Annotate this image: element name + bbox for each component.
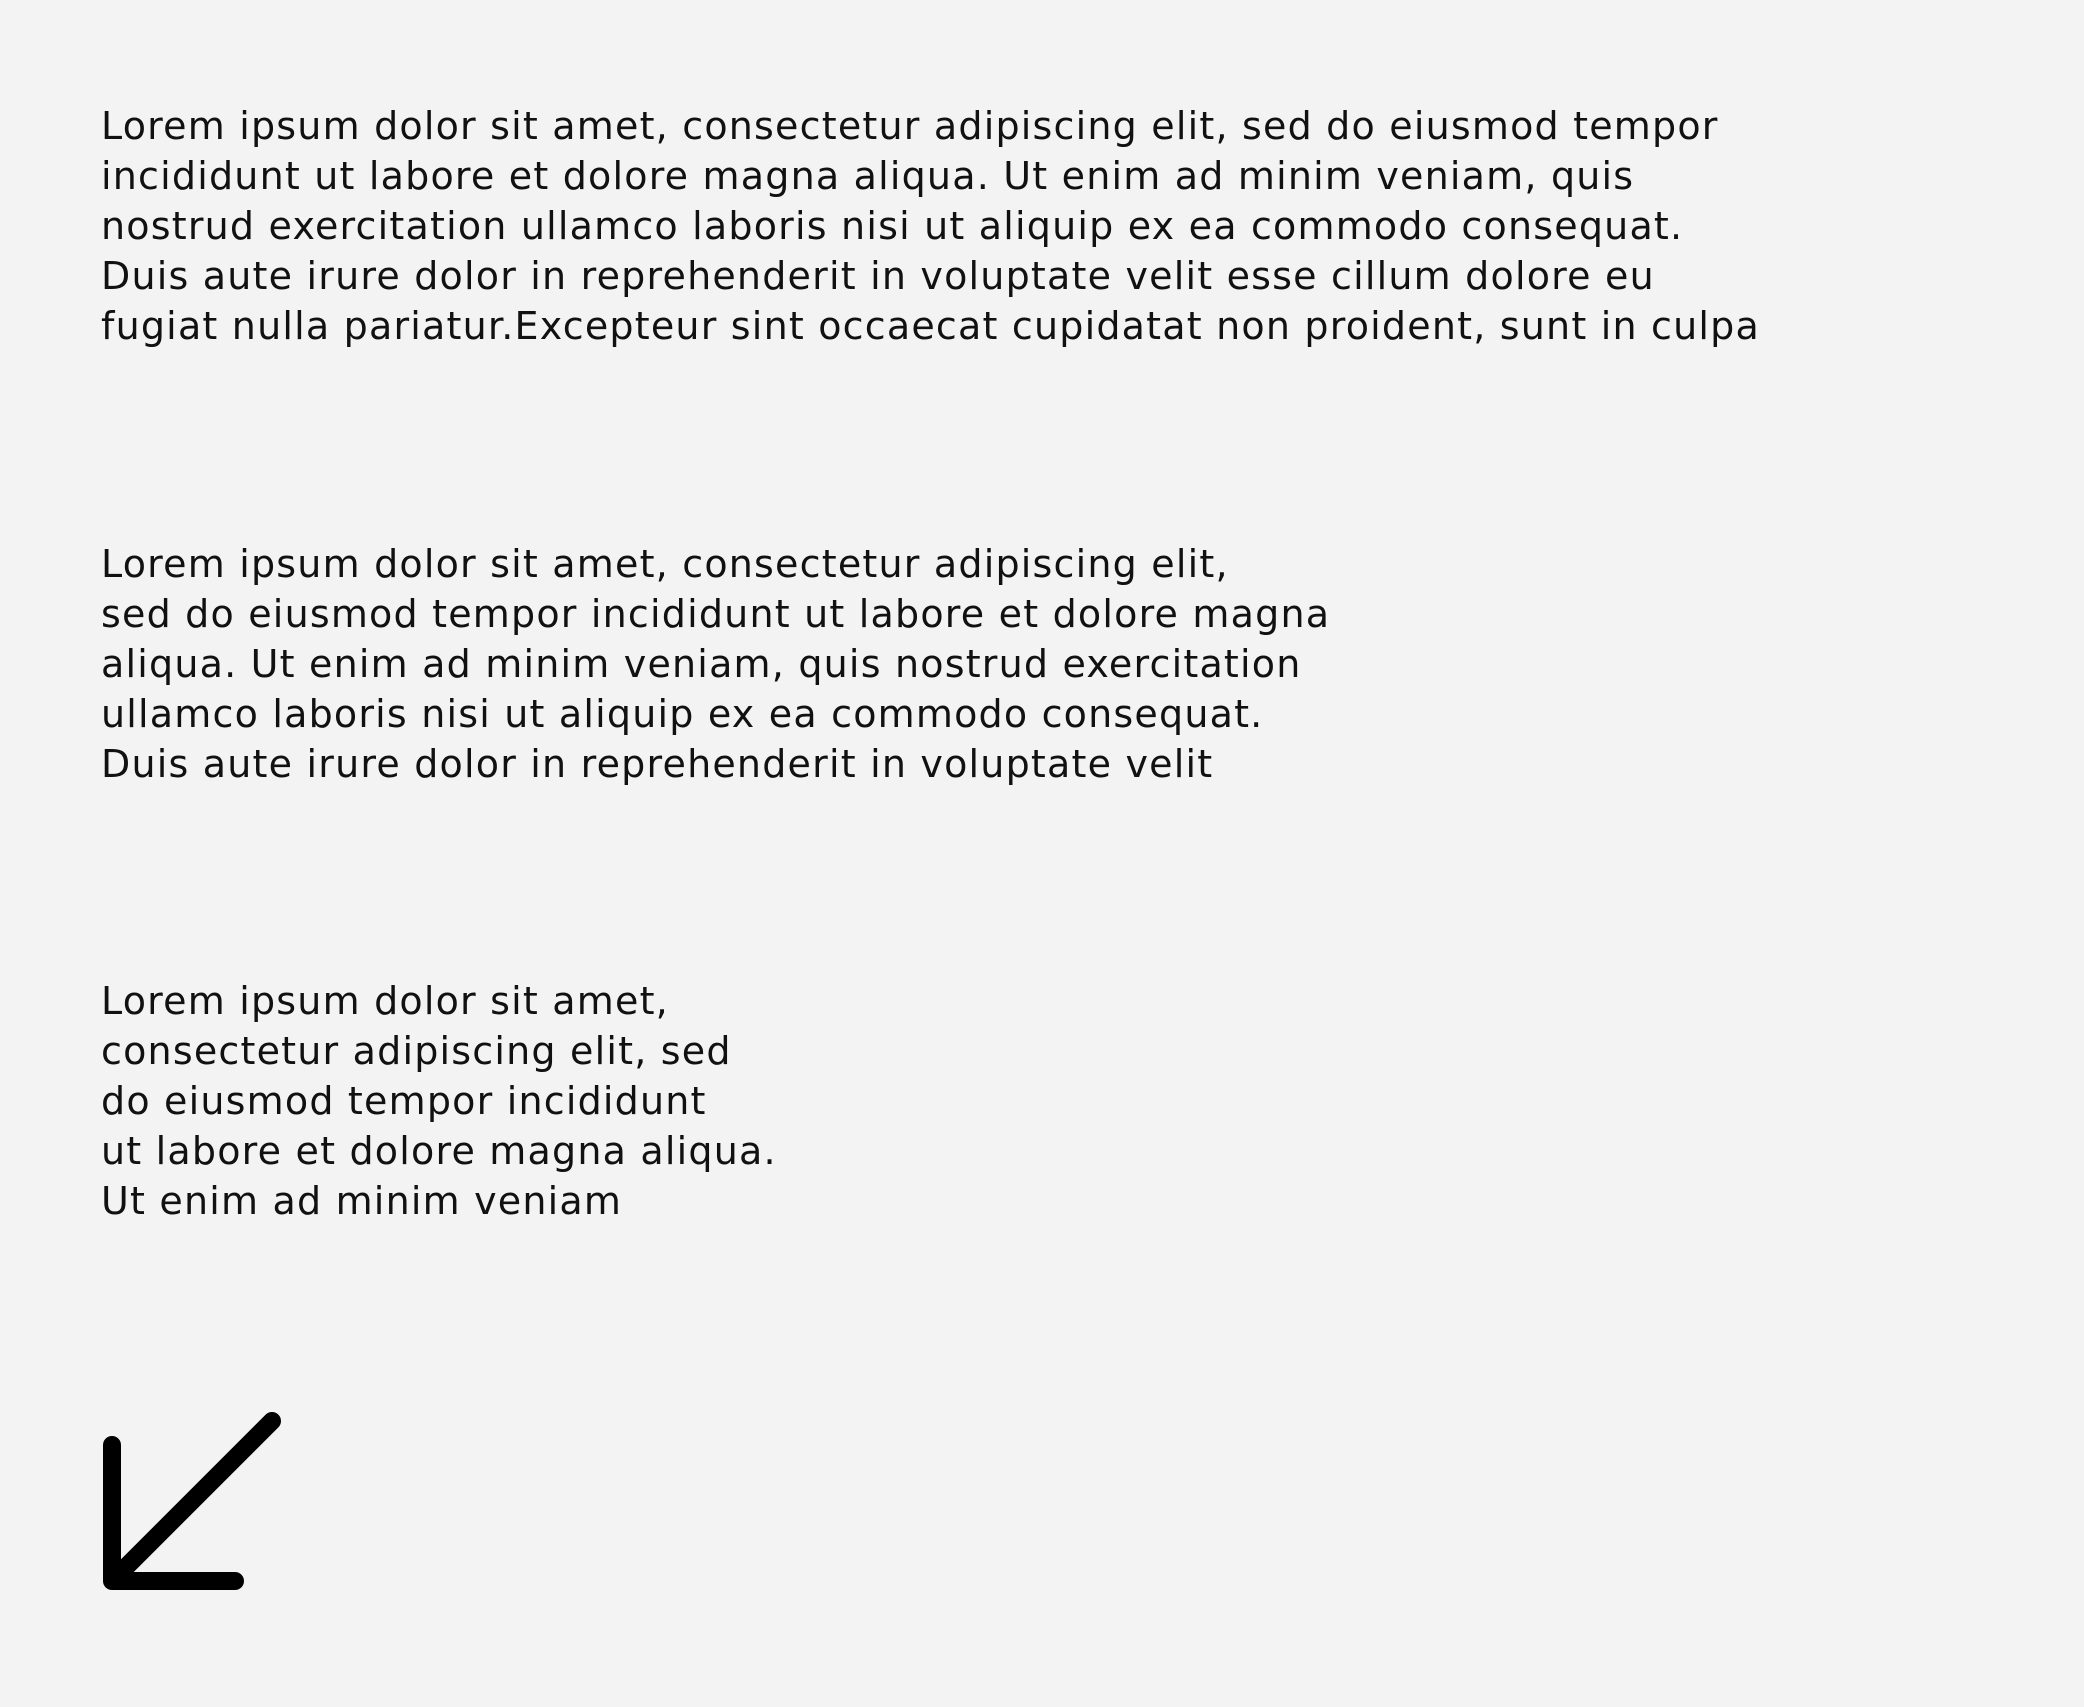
text-line: aliqua. Ut enim ad minim veniam, quis nostrud exercitation (101, 642, 1302, 686)
text-block-narrow (101, 976, 777, 1226)
text-line: incididunt ut labore et dolore magna aliqua. Ut enim ad minim veniam, quis (101, 154, 1635, 198)
text-line: sed do eiusmod tempor incididunt ut labore et dolore magna (101, 592, 1331, 636)
text-line: nostrud exercitation ullamco laboris nisi ut aliquip ex ea commodo consequat. (101, 204, 1684, 248)
text-block-medium (101, 539, 1330, 789)
arrow-down-left-icon (95, 1400, 285, 1590)
text-line: fugiat nulla pariatur.Excepteur sint occaecat cupidatat non proident, sunt in culpa (101, 304, 1760, 348)
text-line: Ut enim ad minim veniam (101, 1179, 623, 1223)
text-line: Lorem ipsum dolor sit amet, consectetur adipiscing elit, (101, 542, 1229, 586)
text-line: Lorem ipsum dolor sit amet, consectetur adipiscing elit, sed do eiusmod tempor (101, 104, 1719, 148)
text-line: ullamco laboris nisi ut aliquip ex ea commodo consequat. (101, 692, 1264, 736)
text-line: do eiusmod tempor incididunt (101, 1079, 707, 1123)
text-block-wide (101, 101, 1760, 351)
text-line: Lorem ipsum dolor sit amet, (101, 979, 669, 1023)
text-line: consectetur adipiscing elit, sed (101, 1029, 732, 1073)
text-line: ut labore et dolore magna aliqua. (101, 1129, 777, 1173)
text-line: Duis aute irure dolor in reprehenderit in voluptate velit esse cillum dolore eu (101, 254, 1655, 298)
text-line: Duis aute irure dolor in reprehenderit in voluptate velit (101, 742, 1214, 786)
